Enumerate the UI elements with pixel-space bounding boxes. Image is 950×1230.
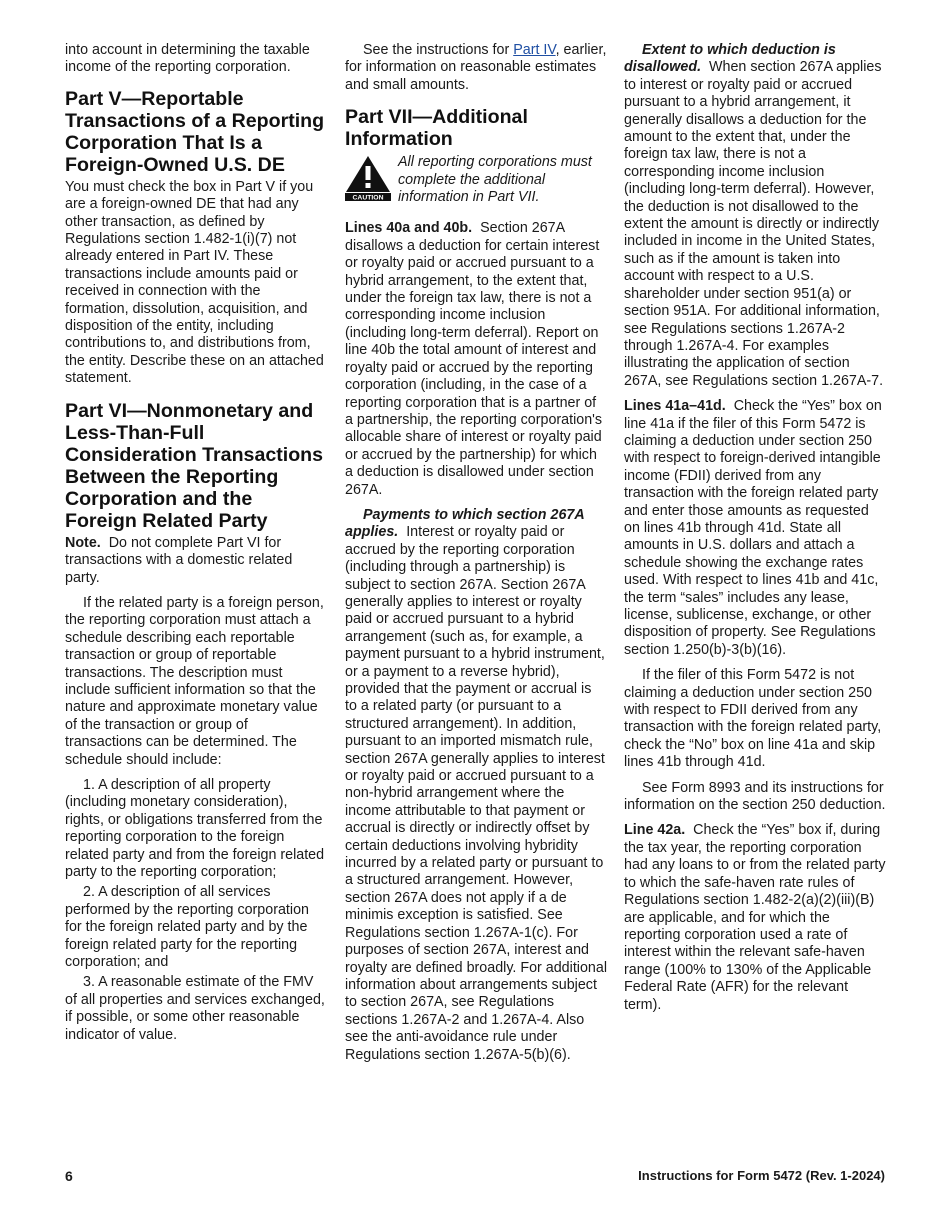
see-post-text: , earlier, for information on reasonable estimates and small amounts. — [345, 42, 607, 93]
extent-label: Extent to which deduction is disallowed. — [624, 42, 836, 76]
list-item-3: 3. A reasonable estimate of the FMV of all properties and services exchanged, if possible, or some other reasonable indicator of value. — [65, 974, 325, 1043]
caution-text: All reporting corporations must complete the additional information in Part VII. — [398, 154, 592, 206]
payments-label: Payments to which section 267A applies. — [345, 506, 585, 541]
caution-icon — [345, 155, 391, 201]
see-instructions-paragraph — [345, 42, 607, 94]
list-item-2: 2. A description of all services performed by the reporting corporation for the foreign related party and by the foreign related party for the reporting corporation; and — [65, 884, 309, 971]
see-8993-paragraph: See Form 8993 and its instructions for information on the section 250 deduction. — [624, 779, 886, 814]
caution-label: CAUTION — [352, 194, 384, 202]
payments-paragraph — [345, 507, 607, 1064]
note-text: Do not complete Part VI for transactions with a domestic related party. — [65, 534, 293, 586]
part-v-paragraph: You must check the box in Part V if you are a foreign-owned DE that had any other transaction, as defined by Regulations section 1.482-1(i)(7) not already entered in Part IV. These transactions include amounts paid or received in connection with the formation, dissolution, acquisition, and disposition of the entity, including contributions to, and distributions from, the entity. Describe these on an attached statement. — [65, 178, 324, 387]
heading-part-v: Part V—Reportable Transactions of a Reporting Corporation That Is a Foreign-Owned U.S. DE — [65, 87, 325, 176]
lines-41-text: Check the “Yes” box on line 41a if the filer of this Form 5472 is claiming a deduction under section 250 with respect to foreign-derived intangible income (FDII) derived from any transaction with the foreign related party and enter those amounts as requested on lines 41b through 41d. State all amounts in U.S. dollars and attach a schedule showing the exchange rates used. With respect to lines 41b and 41c, the term “sales” includes any lease, license, sublicense, exchange, or other disposition of property. See Regulations section 1.250(b)-3(b)(16). — [624, 398, 882, 658]
part-iv-link[interactable]: Part IV — [513, 42, 556, 58]
lines-40-text: Section 267A disallows a deduction for certain interest or royalty paid or accrued pursuant to a hybrid arrangement, to the extent that, under the foreign tax law, there is not a corresponding income inclusion (including long-term deferral). Report on line 40b the total amount of interest and royalty paid or accrued by the reporting corporation (including, in the case of a reporting corporation that is a partner of a partnership, the reporting corporation's allocable share of interest or royalty paid or accrued by the partnership) for which a deduction is disallowed under section 267A. — [345, 220, 603, 498]
extent-paragraph — [624, 42, 886, 390]
column-2 — [345, 42, 607, 1072]
lines-41-label: Lines 41a–41d. — [624, 398, 726, 415]
lines-40-label: Lines 40a and 40b. — [345, 220, 473, 237]
line-42-text: Check the “Yes” box if, during the tax year, the reporting corporation had any loans to or from the related party to which the safe-haven rate rules of Regulations section 1.482-2(a)(2)(iii)(B) are applicable, and for which the reporting corporation used a rate of interest within the relevant safe-haven range (100% to 130% of the Applicable Federal Rate (AFR) for the relevant term). — [624, 822, 886, 1013]
lines-40-paragraph — [345, 220, 607, 499]
extent-text: When section 267A applies to interest or royalty paid or accrued pursuant to a hybrid arrangement, it generally disallows a deduction for the amount to the extent that, under the foreign tax law, there is not a corresponding income inclusion (including long-term deferral). However, the deduction is not disallowed to the extent the amount is directly or indirectly included in income in the United States, such as if the amount is taken into account with respect to a U.S. shareholder under section 951(a) or section 951A. For additional information, see Regulations sections 1.267A-2 through 1.267A-4. For examples illustrating the application of section 267A, see Regulations section 1.267A-7. — [624, 59, 884, 389]
foreign-person-paragraph: If the related party is a foreign person, the reporting corporation must attach a schedule describing each reportable transaction or group of reportable transactions. The description must include sufficient information so that the nature and approximate monetary value of the transaction or group of transactions can be determined. The schedule should include: — [65, 594, 324, 768]
footer-title: Instructions for Form 5472 (Rev. 1-2024) — [638, 1168, 885, 1183]
not-claiming-paragraph: If the filer of this Form 5472 is not claiming a deduction under section 250 with respect to FDII derived from any transaction with the foreign related party, check the “No” box on line 41a and skip lines 41b through 41d. — [624, 667, 882, 771]
caution-callout — [345, 154, 607, 206]
lines-41-paragraph — [624, 398, 886, 659]
intro-paragraph: into account in determining the taxable income of the reporting corporation. — [65, 42, 310, 76]
payments-text: Interest or royalty paid or accrued by the reporting corporation (including through a partnership) is subject to section 267A. Section 267A generally applies to interest or royalty paid or accrued pursuant to a hybrid arrangement (such as, for example, a payment pursuant to a hybrid instrument, or a payment to a reverse hybrid), provided that the payment or accrual is to a related party (or pursuant to a structured arrangement). In addition, pursuant to an imported mismatch rule, section 267A generally applies to interest or royalty paid or accrued pursuant to a non-hybrid arrangement where the income attributable to that payment or accrual is directly or indirectly offset by certain deductions involving hybridity incurred by a related party or pursuant to a structured arrangement. However, section 267A does not apply if a de minimis exception is satisfied. See Regulations section 1.267A-1(c). For purposes of section 267A, interest and royalty are defined broadly. For additional information about arrangements subject to section 267A, see Regulations sections 1.267A-2 and 1.267A-4. Also see the anti-avoidance rule under Regulations section 1.267A-5(b)(6). — [345, 524, 607, 1063]
list-item-1: 1. A description of all property (including monetary consideration), rights, or obligations transferred from the reporting corporation to the foreign related party and from the foreign related party to the reporting corporation; — [65, 776, 325, 880]
page-number: 6 — [65, 1168, 73, 1184]
line-42-label: Line 42a. — [624, 822, 686, 839]
line-42-paragraph — [624, 822, 886, 1013]
column-3 — [624, 42, 886, 1022]
note-label: Note. — [65, 534, 101, 551]
heading-part-vii: Part VII—Additional Information — [345, 106, 528, 151]
see-pre-text: See the instructions for — [363, 42, 514, 58]
note-paragraph — [65, 535, 328, 587]
column-1 — [65, 42, 328, 1052]
heading-part-vi: Part VI—Nonmonetary and Less-Than-Full Consideration Transactions Between the Reporting Corporation and the Foreign Related Party — [65, 399, 324, 532]
